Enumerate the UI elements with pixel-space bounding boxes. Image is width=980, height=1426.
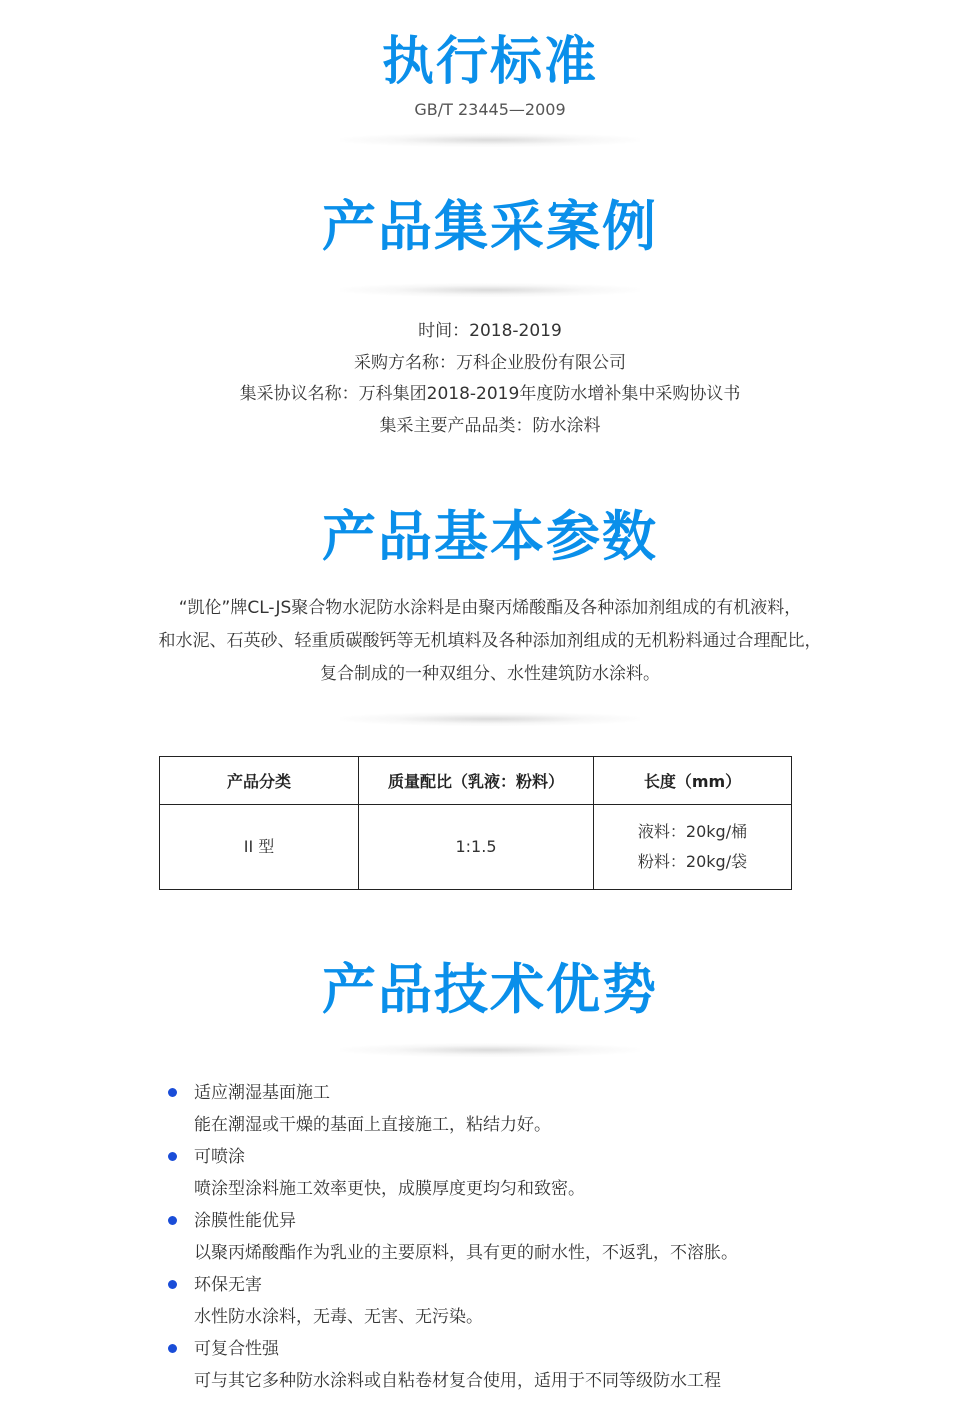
bullet-dot-icon bbox=[168, 1344, 177, 1353]
divider-glow bbox=[340, 1043, 640, 1057]
advantage-desc: 水性防水涂料，无毒、无害、无污染。 bbox=[194, 1307, 483, 1327]
header-ratio: 质量配比（乳液：粉料） bbox=[359, 757, 594, 805]
advantages-list bbox=[168, 1080, 928, 1400]
advantage-desc: 以聚丙烯酸酯作为乳业的主要原料，具有更的耐水性，不返乳，不溶胀。 bbox=[194, 1243, 738, 1263]
standard-code: GB/T 23445—2009 bbox=[414, 100, 566, 119]
header-length: 长度（mm） bbox=[594, 757, 792, 805]
case-title: 产品集采案例 bbox=[322, 195, 658, 258]
advantage-desc: 能在潮湿或干燥的基面上直接施工，粘结力好。 bbox=[194, 1115, 551, 1135]
params-table bbox=[159, 756, 792, 890]
divider-glow bbox=[340, 283, 640, 297]
case-category: 集采主要产品品类：防水涂料 bbox=[379, 415, 601, 436]
bullet-dot-icon bbox=[168, 1216, 177, 1225]
advantage-title: 可喷涂 bbox=[194, 1147, 245, 1167]
case-time: 时间：2018-2019 bbox=[418, 321, 562, 341]
cell-length bbox=[594, 805, 792, 890]
bullet-dot-icon bbox=[168, 1280, 177, 1289]
list-item bbox=[168, 1336, 928, 1400]
advantages-title: 产品技术优势 bbox=[322, 958, 658, 1021]
params-title: 产品基本参数 bbox=[322, 505, 658, 568]
table-row bbox=[160, 805, 792, 890]
advantage-desc: 喷涂型涂料施工效率更快，成膜厚度更均匀和致密。 bbox=[194, 1179, 585, 1199]
length-liquid: 液料：20kg/桶 bbox=[637, 822, 748, 841]
list-item bbox=[168, 1208, 928, 1272]
cell-type: II 型 bbox=[160, 805, 359, 890]
list-item bbox=[168, 1144, 928, 1208]
intro-line: “凯伦”牌CL-JS聚合物水泥防水涂料是由聚丙烯酸酯及各种添加剂组成的有机液料， bbox=[178, 598, 802, 618]
case-buyer: 采购方名称：万科企业股份有限公司 bbox=[354, 352, 626, 373]
list-item bbox=[168, 1080, 928, 1144]
params-intro bbox=[0, 592, 980, 691]
standard-title: 执行标准 bbox=[381, 32, 598, 92]
advantage-title: 可复合性强 bbox=[194, 1339, 279, 1359]
case-info bbox=[0, 316, 980, 442]
bullet-dot-icon bbox=[168, 1152, 177, 1161]
header-category: 产品分类 bbox=[160, 757, 359, 805]
advantage-title: 环保无害 bbox=[194, 1275, 262, 1295]
divider-glow bbox=[340, 133, 640, 147]
intro-line: 复合制成的一种双组分、水性建筑防水涂料。 bbox=[320, 664, 660, 684]
advantage-desc: 可与其它多种防水涂料或自粘卷材复合使用，适用于不同等级防水工程 bbox=[194, 1371, 721, 1391]
cell-ratio: 1:1.5 bbox=[359, 805, 594, 890]
intro-line: 和水泥、石英砂、轻重质碳酸钙等无机填料及各种添加剂组成的无机粉料通过合理配比， bbox=[158, 631, 822, 651]
table-header-row bbox=[160, 757, 792, 805]
advantage-title: 适应潮湿基面施工 bbox=[194, 1083, 330, 1103]
list-item bbox=[168, 1272, 928, 1336]
divider-glow bbox=[340, 712, 640, 726]
case-agreement: 集采协议名称：万科集团2018-2019年度防水增补集中采购协议书 bbox=[239, 384, 741, 404]
length-powder: 粉料：20kg/袋 bbox=[637, 852, 748, 871]
advantage-title: 涂膜性能优异 bbox=[194, 1211, 296, 1231]
bullet-dot-icon bbox=[168, 1088, 177, 1097]
